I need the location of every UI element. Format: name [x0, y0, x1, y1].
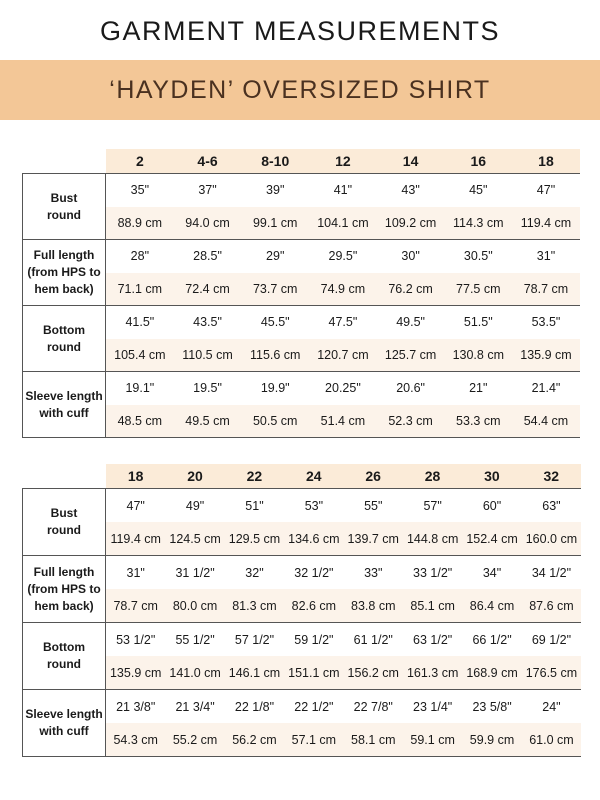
measurement-values [106, 174, 580, 239]
cm-value: 114.3 cm [453, 215, 504, 230]
measurement-row [23, 556, 580, 623]
inch-values-row [106, 240, 580, 273]
cm-value: 119.4 cm [110, 531, 161, 546]
inch-value: 66 1/2" [472, 632, 512, 647]
inch-value: 43" [401, 183, 420, 198]
inch-value: 32" [245, 565, 264, 580]
inch-value: 31 1/2" [175, 565, 215, 580]
inch-value: 33" [364, 565, 383, 580]
inch-value: 31" [126, 565, 145, 580]
inch-values-row [106, 306, 580, 339]
inch-value: 20.25" [325, 381, 361, 396]
size-label: 30 [484, 468, 500, 484]
cm-value: 125.7 cm [384, 347, 437, 362]
cm-value: 115.6 cm [249, 347, 301, 362]
cm-value: 52.3 cm [388, 413, 433, 428]
cm-value: 50.5 cm [252, 413, 298, 428]
inch-value: 22 7/8" [353, 699, 393, 714]
size-header-row [22, 149, 580, 173]
measurement-label: Sleeve length with cuff [23, 372, 106, 437]
size-label: 8-10 [261, 153, 290, 169]
cm-value: 129.5 cm [228, 531, 281, 546]
size-header-band [106, 464, 581, 488]
cm-value: 161.3 cm [406, 665, 459, 680]
cm-value: 130.8 cm [452, 347, 504, 362]
cm-value: 59.1 cm [410, 732, 455, 747]
size-label: 28 [424, 468, 441, 484]
inch-value: 19.1" [125, 381, 155, 396]
measurement-label: Bust round [23, 174, 106, 239]
inch-value: 33 1/2" [413, 565, 453, 580]
inch-values-row [106, 623, 581, 656]
inch-value: 22 1/2" [294, 699, 334, 714]
measurement-values [106, 489, 581, 555]
size-header-band [106, 149, 580, 173]
measurement-row [23, 240, 579, 306]
cm-value: 78.7 cm [523, 281, 569, 296]
cm-value: 146.1 cm [228, 665, 281, 680]
measurement-label: Bust round [23, 489, 106, 555]
header-spacer [22, 149, 106, 173]
cm-value: 74.9 cm [320, 281, 366, 296]
cm-value: 51.4 cm [320, 413, 366, 428]
cm-value: 120.7 cm [317, 347, 369, 362]
cm-value: 82.6 cm [291, 598, 337, 613]
size-label: 12 [335, 153, 351, 169]
cm-value: 168.9 cm [466, 665, 518, 680]
cm-value: 76.2 cm [388, 281, 433, 296]
cm-value: 56.2 cm [232, 732, 277, 747]
size-header-row [22, 464, 581, 488]
inch-value: 34" [482, 565, 502, 580]
cm-value: 77.5 cm [456, 281, 501, 296]
size-table-2 [22, 464, 581, 757]
inch-value: 19.9" [260, 381, 290, 396]
cm-value: 54.3 cm [113, 732, 158, 747]
inch-value: 51" [245, 498, 264, 513]
cm-value: 110.5 cm [182, 347, 233, 362]
inch-value: 55" [364, 498, 383, 513]
inch-value: 59 1/2" [294, 632, 334, 647]
cm-value: 83.8 cm [351, 598, 396, 613]
inch-value: 34 1/2" [531, 565, 572, 580]
measurement-values [106, 240, 580, 305]
cm-value: 104.1 cm [317, 215, 369, 230]
cm-value: 160.0 cm [525, 531, 578, 546]
inch-value: 35" [130, 183, 150, 198]
cm-value: 152.4 cm [466, 531, 518, 546]
cm-value: 80.0 cm [172, 598, 218, 613]
inch-value: 28.5" [193, 249, 222, 264]
garment-name: ‘HAYDEN’ OVERSIZED SHIRT [109, 75, 491, 104]
cm-value: 151.1 cm [288, 665, 340, 680]
inch-value: 47.5" [328, 315, 358, 330]
inch-value: 53.5" [531, 315, 561, 330]
measurement-row [23, 174, 579, 240]
inch-value: 61 1/2" [353, 632, 393, 647]
inch-value: 55 1/2" [175, 632, 215, 647]
cm-value: 85.1 cm [410, 598, 455, 613]
cm-value: 54.4 cm [523, 413, 569, 428]
inch-value: 32 1/2" [294, 565, 334, 580]
measurement-label: Full length (from HPS to hem back) [23, 240, 106, 305]
cm-value: 55.2 cm [172, 732, 218, 747]
cm-values-row [106, 656, 581, 689]
measurement-label: Bottom round [23, 623, 106, 689]
measurement-values [106, 623, 581, 689]
inch-value: 53 1/2" [116, 632, 156, 647]
inch-value: 60" [482, 498, 502, 513]
cm-value: 57.1 cm [291, 732, 337, 747]
cm-value: 156.2 cm [347, 665, 399, 680]
header-spacer [22, 464, 106, 488]
inch-value: 19.5" [193, 381, 222, 396]
cm-values-row [106, 723, 581, 756]
cm-value: 61.0 cm [529, 732, 574, 747]
inch-value: 45.5" [260, 315, 290, 330]
inch-value: 29" [266, 249, 285, 264]
size-label: 22 [246, 468, 263, 484]
inch-value: 43.5" [193, 315, 222, 330]
size-table-1 [22, 149, 580, 438]
inch-value: 63 1/2" [413, 632, 453, 647]
size-label: 2 [135, 153, 144, 169]
cm-value: 78.7 cm [113, 598, 158, 613]
cm-value: 144.8 cm [406, 531, 459, 546]
cm-value: 87.6 cm [529, 598, 574, 613]
inch-value: 41" [333, 183, 353, 198]
measurement-values [106, 372, 580, 437]
inch-value: 21.4" [531, 381, 561, 396]
size-label: 14 [402, 153, 419, 169]
cm-value: 58.1 cm [351, 732, 396, 747]
inch-value: 39" [266, 183, 285, 198]
cm-value: 134.6 cm [288, 531, 340, 546]
measurement-label: Bottom round [23, 306, 106, 371]
cm-values-row [106, 339, 580, 372]
inch-value: 57" [423, 498, 442, 513]
inch-value: 29.5" [328, 249, 358, 264]
inch-value: 51.5" [463, 315, 493, 330]
inch-value: 45" [469, 183, 488, 198]
measurement-grid [22, 173, 580, 438]
inch-value: 31" [536, 249, 556, 264]
measurement-label: Sleeve length with cuff [23, 690, 106, 756]
inch-value: 41.5" [125, 315, 155, 330]
size-label: 4-6 [197, 153, 218, 169]
cm-value: 135.9 cm [520, 347, 572, 362]
cm-values-row [106, 207, 580, 240]
inch-value: 49" [185, 498, 205, 513]
inch-value: 23 5/8" [472, 699, 512, 714]
cm-value: 109.2 cm [384, 215, 437, 230]
page-title: GARMENT MEASUREMENTS [99, 16, 501, 46]
cm-values-row [106, 589, 581, 622]
measurement-values [106, 556, 581, 622]
measurement-row [23, 306, 579, 372]
measurement-row [23, 372, 579, 438]
inch-value: 30" [401, 249, 420, 264]
size-label: 16 [470, 153, 487, 169]
cm-value: 73.7 cm [252, 281, 298, 296]
cm-value: 53.3 cm [456, 413, 501, 428]
inch-value: 57 1/2" [234, 632, 275, 647]
size-label: 24 [306, 468, 322, 484]
inch-values-row [106, 690, 581, 723]
inch-values-row [106, 489, 581, 522]
inch-values-row [106, 372, 580, 405]
cm-value: 99.1 cm [252, 215, 298, 230]
inch-value: 47" [126, 498, 145, 513]
inch-value: 63" [542, 498, 561, 513]
cm-value: 81.3 cm [232, 598, 277, 613]
cm-value: 72.4 cm [185, 281, 230, 296]
cm-value: 71.1 cm [117, 281, 163, 296]
cm-values-row [106, 522, 581, 555]
cm-value: 141.0 cm [169, 665, 221, 680]
inch-value: 21" [469, 381, 488, 396]
cm-value: 49.5 cm [185, 413, 230, 428]
inch-value: 24" [542, 699, 561, 714]
inch-value: 22 1/8" [234, 699, 275, 714]
cm-value: 176.5 cm [525, 665, 578, 680]
inch-value: 69 1/2" [531, 632, 572, 647]
inch-values-row [106, 174, 580, 207]
inch-value: 20.6" [396, 381, 425, 396]
inch-value: 53" [304, 498, 324, 513]
inch-value: 21 3/4" [175, 699, 215, 714]
inch-value: 21 3/8" [116, 699, 156, 714]
cm-value: 48.5 cm [117, 413, 163, 428]
measurement-row [23, 623, 580, 690]
cm-values-row [106, 273, 580, 306]
cm-value: 88.9 cm [117, 215, 163, 230]
size-label: 18 [538, 153, 554, 169]
size-label: 18 [127, 468, 144, 484]
inch-value: 49.5" [396, 315, 425, 330]
size-label: 20 [187, 468, 203, 484]
cm-values-row [106, 405, 580, 438]
cm-value: 135.9 cm [109, 665, 162, 680]
measurement-values [106, 690, 581, 756]
cm-value: 119.4 cm [520, 215, 572, 230]
cm-value: 139.7 cm [347, 531, 399, 546]
inch-value: 47" [536, 183, 556, 198]
inch-value: 23 1/4" [413, 699, 453, 714]
measurement-row [23, 489, 580, 556]
inch-value: 28" [130, 249, 150, 264]
cm-value: 86.4 cm [469, 598, 515, 613]
measurement-label: Full length (from HPS to hem back) [23, 556, 106, 622]
inch-value: 30.5" [463, 249, 493, 264]
measurement-grid [22, 488, 581, 757]
measurement-row [23, 690, 580, 757]
inch-value: 37" [198, 183, 217, 198]
cm-value: 59.9 cm [469, 732, 515, 747]
cm-value: 105.4 cm [114, 347, 166, 362]
size-label: 32 [543, 468, 560, 484]
measurement-values [106, 306, 580, 371]
inch-values-row [106, 556, 581, 589]
cm-value: 94.0 cm [185, 215, 230, 230]
title-banner [0, 60, 600, 120]
cm-value: 124.5 cm [169, 531, 221, 546]
size-label: 26 [365, 468, 381, 484]
